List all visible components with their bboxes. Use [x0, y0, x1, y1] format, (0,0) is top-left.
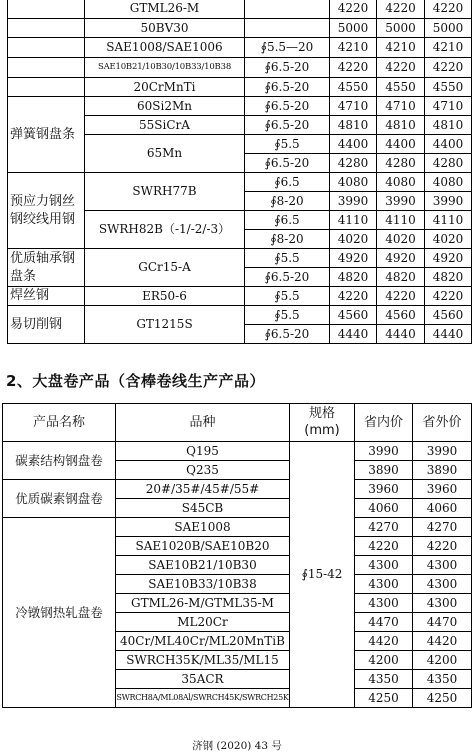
spec-cell — [245, 19, 330, 38]
category-free-cutting-steel: 易切削钢 — [8, 306, 85, 344]
price-cell: 4810 — [425, 116, 472, 135]
price-cell: 4110 — [377, 211, 425, 230]
spec-cell: ∮6.5 — [245, 211, 330, 230]
price-cell: 4220 — [425, 0, 472, 19]
price-cell: 3990 — [330, 192, 377, 211]
table-row — [8, 78, 472, 97]
table-header-row — [3, 404, 472, 442]
price-cell: 4280 — [377, 154, 425, 173]
inside-price-cell: 4350 — [355, 670, 413, 689]
outside-price-cell: 4350 — [413, 670, 472, 689]
variety-cell: SAE10B21/10B30 — [116, 556, 290, 575]
price-cell: 4440 — [330, 325, 377, 344]
table-row — [8, 306, 472, 325]
grade-cell: SWRH82B（-1/-2/-3） — [85, 211, 245, 249]
inside-price-cell: 3890 — [355, 461, 413, 480]
outside-price-cell: 3960 — [413, 480, 472, 499]
price-cell: 5000 — [425, 19, 472, 38]
price-cell: 4560 — [425, 306, 472, 325]
grade-cell: ER50-6 — [85, 287, 245, 306]
section-title: 2、大盘卷产品（含棒卷线生产产品） — [6, 372, 265, 390]
spec-cell: ∮6.5 — [245, 173, 330, 192]
outside-price-cell: 4250 — [413, 689, 472, 708]
coil-price-table-2 — [2, 403, 472, 708]
variety-cell: SAE1008 — [116, 518, 290, 537]
table-row — [3, 480, 472, 499]
grade-cell: 55SiCrA — [85, 116, 245, 135]
price-cell: 4920 — [377, 249, 425, 268]
variety-cell: 40Cr/ML40Cr/ML20MnTiB — [116, 632, 290, 651]
price-cell: 4210 — [330, 38, 377, 58]
price-cell: 4110 — [425, 211, 472, 230]
price-cell: 4440 — [377, 325, 425, 344]
inside-price-cell: 4220 — [355, 537, 413, 556]
inside-price-cell: 4300 — [355, 556, 413, 575]
price-cell: 4710 — [425, 97, 472, 116]
outside-price-cell: 4270 — [413, 518, 472, 537]
spec-cell — [245, 0, 330, 19]
inside-price-cell: 4300 — [355, 594, 413, 613]
price-cell: 4710 — [377, 97, 425, 116]
table-row — [8, 38, 472, 58]
grade-cell: GT1215S — [85, 306, 245, 344]
inside-price-cell: 4300 — [355, 575, 413, 594]
price-cell: 5000 — [377, 19, 425, 38]
variety-cell: 35ACR — [116, 670, 290, 689]
header-inside-price: 省内价 — [355, 404, 413, 442]
variety-cell: ML20Cr — [116, 613, 290, 632]
price-cell: 4440 — [425, 325, 472, 344]
price-cell: 4550 — [330, 78, 377, 97]
table-row — [8, 97, 472, 116]
spec-cell: ∮6.5-20 — [245, 58, 330, 78]
variety-cell: SWRCH8A/ML08Al/SWRCH45K/SWRCH25K — [116, 689, 290, 708]
price-cell: 4220 — [330, 58, 377, 78]
table-row — [3, 442, 472, 461]
spec-cell: ∮6.5-20 — [245, 116, 330, 135]
outside-price-cell: 4200 — [413, 651, 472, 670]
grade-cell: 20CrMnTi — [85, 78, 245, 97]
spec-cell: ∮5.5 — [245, 135, 330, 154]
price-cell: 4220 — [377, 58, 425, 78]
spec-cell: ∮15-42 — [290, 442, 355, 708]
table-row — [8, 19, 472, 38]
spec-cell: ∮6.5-20 — [245, 78, 330, 97]
variety-cell: SAE10B33/10B38 — [116, 575, 290, 594]
variety-cell: SWRCH35K/ML35/ML15 — [116, 651, 290, 670]
price-cell: 4080 — [377, 173, 425, 192]
inside-price-cell: 3990 — [355, 442, 413, 461]
price-cell: 4560 — [377, 306, 425, 325]
spec-cell: ∮5.5 — [245, 249, 330, 268]
price-cell: 4280 — [425, 154, 472, 173]
price-cell: 4110 — [330, 211, 377, 230]
price-cell: 4020 — [377, 230, 425, 249]
variety-cell: Q235 — [116, 461, 290, 480]
category-quality-carbon: 优质碳素钢盘卷 — [3, 480, 116, 518]
category-bearing-steel: 优质轴承钢盘条 — [8, 249, 85, 287]
price-cell: 4550 — [425, 78, 472, 97]
price-cell: 4400 — [330, 135, 377, 154]
category-cold-heading: 冷镦钢热轧盘卷 — [3, 518, 116, 708]
price-cell: 5000 — [330, 19, 377, 38]
inside-price-cell: 4270 — [355, 518, 413, 537]
spec-cell: ∮8-20 — [245, 192, 330, 211]
price-cell: 4220 — [377, 287, 425, 306]
table-row — [8, 287, 472, 306]
grade-cell: GTML26-M — [85, 0, 245, 19]
spec-cell: ∮5.5 — [245, 306, 330, 325]
inside-price-cell: 4420 — [355, 632, 413, 651]
price-cell: 4020 — [330, 230, 377, 249]
price-cell: 4220 — [330, 0, 377, 19]
outside-price-cell: 4220 — [413, 537, 472, 556]
inside-price-cell: 4060 — [355, 499, 413, 518]
spec-cell: ∮6.5-20 — [245, 325, 330, 344]
inside-price-cell: 4200 — [355, 651, 413, 670]
outside-price-cell: 3990 — [413, 442, 472, 461]
price-cell: 4210 — [377, 38, 425, 58]
table-row — [8, 249, 472, 268]
table-row — [3, 518, 472, 537]
table-row — [8, 0, 472, 19]
price-cell: 4560 — [330, 306, 377, 325]
variety-cell: Q195 — [116, 442, 290, 461]
grade-cell: SWRH77B — [85, 173, 245, 211]
price-cell: 4220 — [377, 0, 425, 19]
price-cell: 4020 — [425, 230, 472, 249]
document-number-footer: 济钢 (2020) 43 号 — [192, 740, 282, 752]
grade-cell: 60Si2Mn — [85, 97, 245, 116]
variety-cell: GTML26-M/GTML35-M — [116, 594, 290, 613]
price-cell: 4080 — [330, 173, 377, 192]
price-cell: 4920 — [425, 249, 472, 268]
price-cell: 4400 — [425, 135, 472, 154]
outside-price-cell: 4300 — [413, 594, 472, 613]
price-cell: 4810 — [330, 116, 377, 135]
price-cell: 4820 — [425, 268, 472, 287]
price-cell: 4810 — [377, 116, 425, 135]
outside-price-cell: 3890 — [413, 461, 472, 480]
price-cell: 4920 — [330, 249, 377, 268]
outside-price-cell: 4060 — [413, 499, 472, 518]
grade-cell: SAE10B21/10B30/10B33/10B38 — [85, 58, 245, 78]
grade-cell: SAE1008/SAE1006 — [85, 38, 245, 58]
price-cell: 4220 — [330, 287, 377, 306]
price-cell: 4710 — [330, 97, 377, 116]
table-row — [8, 173, 472, 192]
spec-cell: ∮6.5-20 — [245, 268, 330, 287]
header-product-name: 产品名称 — [3, 404, 116, 442]
variety-cell: S45CB — [116, 499, 290, 518]
category-prestress-steel: 预应力钢丝钢绞线用钢 — [8, 173, 85, 249]
table-row — [8, 58, 472, 78]
header-spec: 规格 (mm) — [290, 404, 355, 442]
outside-price-cell: 4300 — [413, 556, 472, 575]
price-cell: 4820 — [330, 268, 377, 287]
spec-cell: ∮6.5-20 — [245, 154, 330, 173]
grade-cell: 50BV30 — [85, 19, 245, 38]
outside-price-cell: 4420 — [413, 632, 472, 651]
inside-price-cell: 3960 — [355, 480, 413, 499]
steel-wire-price-table-1 — [7, 0, 472, 344]
price-cell: 4080 — [425, 173, 472, 192]
header-outside-price: 省外价 — [413, 404, 472, 442]
category-weld-steel: 焊丝钢 — [8, 287, 85, 306]
variety-cell: 20#/35#/45#/55# — [116, 480, 290, 499]
price-cell: 4550 — [377, 78, 425, 97]
header-variety: 品种 — [116, 404, 290, 442]
grade-cell: 65Mn — [85, 135, 245, 173]
spec-cell: ∮8-20 — [245, 230, 330, 249]
price-cell: 4220 — [425, 287, 472, 306]
inside-price-cell: 4470 — [355, 613, 413, 632]
grade-cell: GCr15-A — [85, 249, 245, 287]
price-cell: 4280 — [330, 154, 377, 173]
outside-price-cell: 4300 — [413, 575, 472, 594]
category-spring-steel: 弹簧钢盘条 — [8, 97, 85, 173]
outside-price-cell: 4470 — [413, 613, 472, 632]
category-carbon-structural: 碳素结构钢盘卷 — [3, 442, 116, 480]
price-cell: 3990 — [377, 192, 425, 211]
inside-price-cell: 4250 — [355, 689, 413, 708]
price-cell: 4400 — [377, 135, 425, 154]
variety-cell: SAE1020B/SAE10B20 — [116, 537, 290, 556]
spec-cell: ∮6.5-20 — [245, 97, 330, 116]
price-cell: 4820 — [377, 268, 425, 287]
spec-cell: ∮5.5 — [245, 287, 330, 306]
price-cell: 3990 — [425, 192, 472, 211]
price-cell: 4210 — [425, 38, 472, 58]
spec-cell: ∮5.5—20 — [245, 38, 330, 58]
price-cell: 4220 — [425, 58, 472, 78]
